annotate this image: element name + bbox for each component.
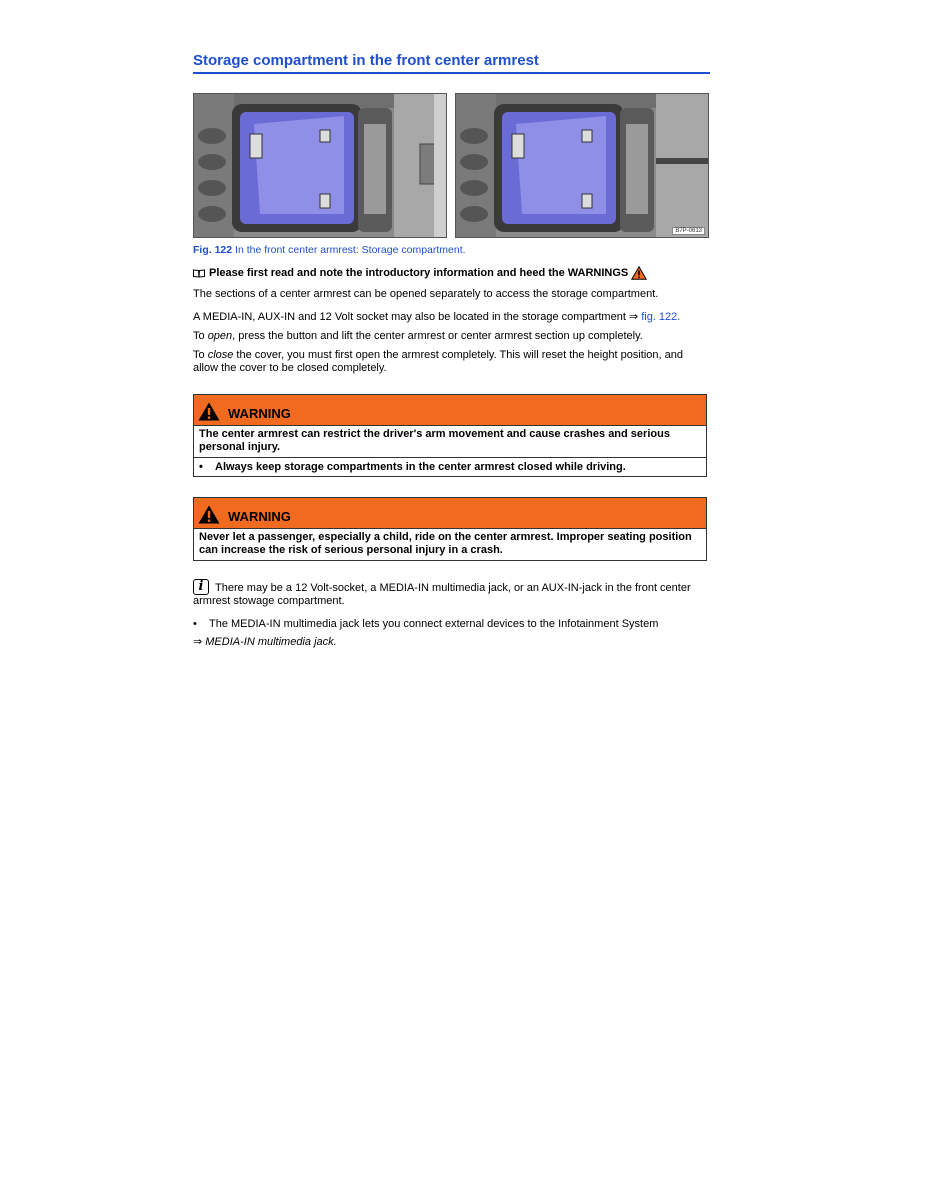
- figure-link[interactable]: fig. 122: [641, 311, 678, 323]
- note-bullet-text: The MEDIA-IN multimedia jack lets you connect external devices to the Infotainment System: [209, 618, 659, 630]
- figure-panel-right: [455, 93, 709, 238]
- warning-box-2: [193, 497, 707, 561]
- warning-triangle-icon: [198, 402, 220, 421]
- warning-bullet-text-1: Always keep storage compartments in the center armrest closed while driving.: [215, 461, 626, 473]
- paragraph-3: [193, 330, 708, 343]
- warning-box-1: [193, 394, 707, 477]
- paragraph-3-b: , press the button and lift the center armrest or center armrest section up completely.: [232, 330, 643, 342]
- info-note: [193, 579, 708, 608]
- paragraph-2-text: A MEDIA-IN, AUX-IN and 12 Volt socket may also be located in the storage compartment ⇒: [193, 311, 642, 323]
- paragraph-4: [193, 349, 708, 375]
- book-icon: [193, 269, 205, 278]
- intro-line: [193, 266, 708, 280]
- figure-caption-text: In the front center armrest: Storage compartment.: [232, 244, 466, 256]
- paragraph-4-a: To: [193, 349, 208, 361]
- paragraph-3-a: To: [193, 330, 208, 342]
- paragraph-2: [193, 311, 708, 324]
- warning-body-1: The center armrest can restrict the driver's arm movement and cause crashes and serious personal injury.: [199, 428, 670, 453]
- figure-caption: [193, 244, 466, 256]
- paragraph-4-b: the cover, you must first open the armrest completely. This will reset the height position, and allow the cover to be closed completely.: [193, 349, 683, 374]
- warning-label-2: WARNING: [228, 509, 291, 524]
- warning-triangle-icon: [198, 505, 220, 524]
- warning-triangle-icon: [631, 266, 647, 280]
- note-bullet: [193, 618, 708, 631]
- paragraph-1: The sections of a center armrest can be opened separately to access the storage compartment.: [193, 288, 659, 300]
- bullet-dot: •: [193, 618, 197, 630]
- figure-panel-left: [193, 93, 447, 238]
- figure-caption-label: Fig. 122: [193, 244, 233, 256]
- warning-bullet-1: [194, 457, 706, 476]
- warning-header-1: [194, 395, 706, 426]
- info-icon: i: [193, 579, 209, 595]
- cross-reference[interactable]: ⇒ MEDIA-IN multimedia jack.: [193, 636, 337, 648]
- warning-label-1: WARNING: [228, 406, 291, 421]
- armrest-illustration-right: [456, 94, 709, 238]
- bullet-dot: •: [199, 461, 203, 473]
- paragraph-3-em: open: [207, 330, 233, 342]
- intro-text: Please first read and note the introductory information and heed the WARNINGS: [209, 266, 629, 279]
- warning-header-2: [194, 498, 706, 529]
- figure-code: B7P-0613: [672, 227, 705, 235]
- paragraph-2-end: .: [677, 311, 681, 323]
- armrest-illustration-left: [194, 94, 447, 238]
- paragraph-4-em: close: [207, 349, 234, 361]
- section-title: Storage compartment in the front center armrest: [193, 52, 710, 74]
- warning-body-2: Never let a passenger, especially a child, ride on the center armrest. Improper seating position can increase the risk of serious personal injury in a crash.: [199, 531, 692, 556]
- info-note-text: There may be a 12 Volt-socket, a MEDIA-IN multimedia jack, or an AUX-IN-jack in the front center armrest stowage compartment.: [193, 582, 691, 607]
- figure-122: [193, 93, 709, 238]
